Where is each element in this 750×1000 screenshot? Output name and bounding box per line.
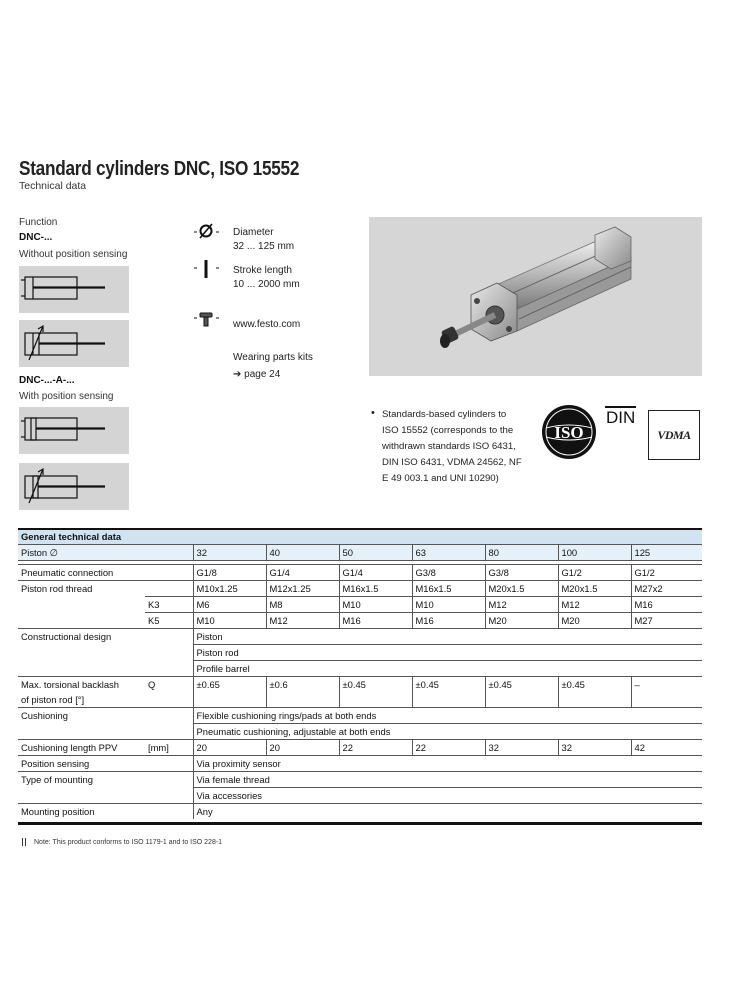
table-row: Cushioning Flexible cushioning rings/pads at both ends xyxy=(18,708,702,724)
size-cell: 32 xyxy=(193,545,266,561)
table-row: K5 M10 M12 M16 M16 M20 M20 M27 xyxy=(18,613,702,629)
variant2-code: DNC-...-A-... xyxy=(19,375,75,386)
size-cell: 50 xyxy=(339,545,412,561)
table-row: Cushioning length PPV [mm] 20 20 22 22 32 32 42 xyxy=(18,740,702,756)
table-row: Profile barrel xyxy=(18,661,702,677)
table-row: Piston rod thread M10x1.25 M12x1.25 M16x1.5 M16x1.5 M20x1.5 M20x1.5 M27x2 xyxy=(18,581,702,597)
cylinder-symbol-sensing-adjustable xyxy=(19,463,129,510)
vdma-logo xyxy=(648,410,700,460)
wearing-parts-label: Wearing parts kits xyxy=(233,352,313,363)
variant1-code: DNC-... xyxy=(19,232,53,243)
description-text: Standards-based cylinders to ISO 15552 (corresponds to the withdrawn standards ISO 6431, DIN ISO 6431, VDMA 24562, NF E 49 003.1 and UNI 10290) xyxy=(382,409,522,484)
page-subtitle: Technical data xyxy=(19,180,87,192)
table-row: Max. torsional backlash Q ±0.65 ±0.6 ±0.45 ±0.45 ±0.45 ±0.45 – xyxy=(18,677,702,693)
table-row: Via accessories xyxy=(18,788,702,804)
page-title: Standard cylinders DNC, ISO 15552 xyxy=(19,158,300,180)
size-cell: 80 xyxy=(485,545,558,561)
cylinder-symbol-plain xyxy=(19,266,129,313)
table-row: Pneumatic cushioning, adjustable at both ends xyxy=(18,724,702,740)
cylinder-symbol-sensing xyxy=(19,407,129,454)
cylinder-symbol-adjustable xyxy=(19,320,129,367)
diameter-label: Diameter xyxy=(233,227,274,238)
bullet-icon: • xyxy=(371,407,375,419)
table-row: Position sensing Via proximity sensor xyxy=(18,756,702,772)
iso-logo-text: ISO xyxy=(554,423,584,442)
table-row: Constructional design Piston xyxy=(18,629,702,645)
footnote xyxy=(22,838,222,846)
table-row: Pneumatic connection G1/8 G1/4 G1/4 G3/8 G3/8 G1/2 G1/2 xyxy=(18,565,702,581)
table-title: General technical data xyxy=(18,530,702,545)
piston-label: Piston ∅ xyxy=(18,545,193,561)
web-link-icon xyxy=(193,310,221,332)
table-row: K3 M6 M8 M10 M10 M12 M12 M16 xyxy=(18,597,702,613)
stroke-length-icon xyxy=(193,259,221,281)
wearing-parts-ref[interactable]: ➔ page 24 xyxy=(233,369,281,380)
diameter-icon xyxy=(193,221,221,243)
website-link[interactable]: www.festo.com xyxy=(233,319,301,330)
vdma-logo-text: VDMA xyxy=(657,427,691,442)
note-icon xyxy=(22,838,26,846)
table-row: Piston rod xyxy=(18,645,702,661)
table-row: Mounting position Any xyxy=(18,804,702,820)
size-cell: 63 xyxy=(412,545,485,561)
stroke-length-label: Stroke length xyxy=(233,265,292,276)
iso-logo xyxy=(541,404,597,460)
din-logo: DIN xyxy=(606,408,636,427)
variant2-desc: With position sensing xyxy=(19,391,114,402)
diameter-value: 32 ... 125 mm xyxy=(233,241,295,252)
table-header-row xyxy=(18,530,702,545)
table-bottom-rule xyxy=(18,822,702,825)
size-cell: 40 xyxy=(266,545,339,561)
stroke-length-value: 10 ... 2000 mm xyxy=(233,279,300,290)
product-photo xyxy=(369,217,702,376)
piston-size-row xyxy=(18,545,702,561)
size-cell: 100 xyxy=(558,545,631,561)
size-cell: 125 xyxy=(631,545,702,561)
general-technical-data-table xyxy=(18,530,702,819)
footnote-text: Note: This product conforms to ISO 1179-1 and to ISO 228-1 xyxy=(34,838,223,846)
variant1-desc: Without position sensing xyxy=(19,249,128,260)
function-label: Function xyxy=(19,217,58,228)
table-row: Type of mounting Via female thread xyxy=(18,772,702,788)
table-row: of piston rod [°] xyxy=(18,692,702,708)
